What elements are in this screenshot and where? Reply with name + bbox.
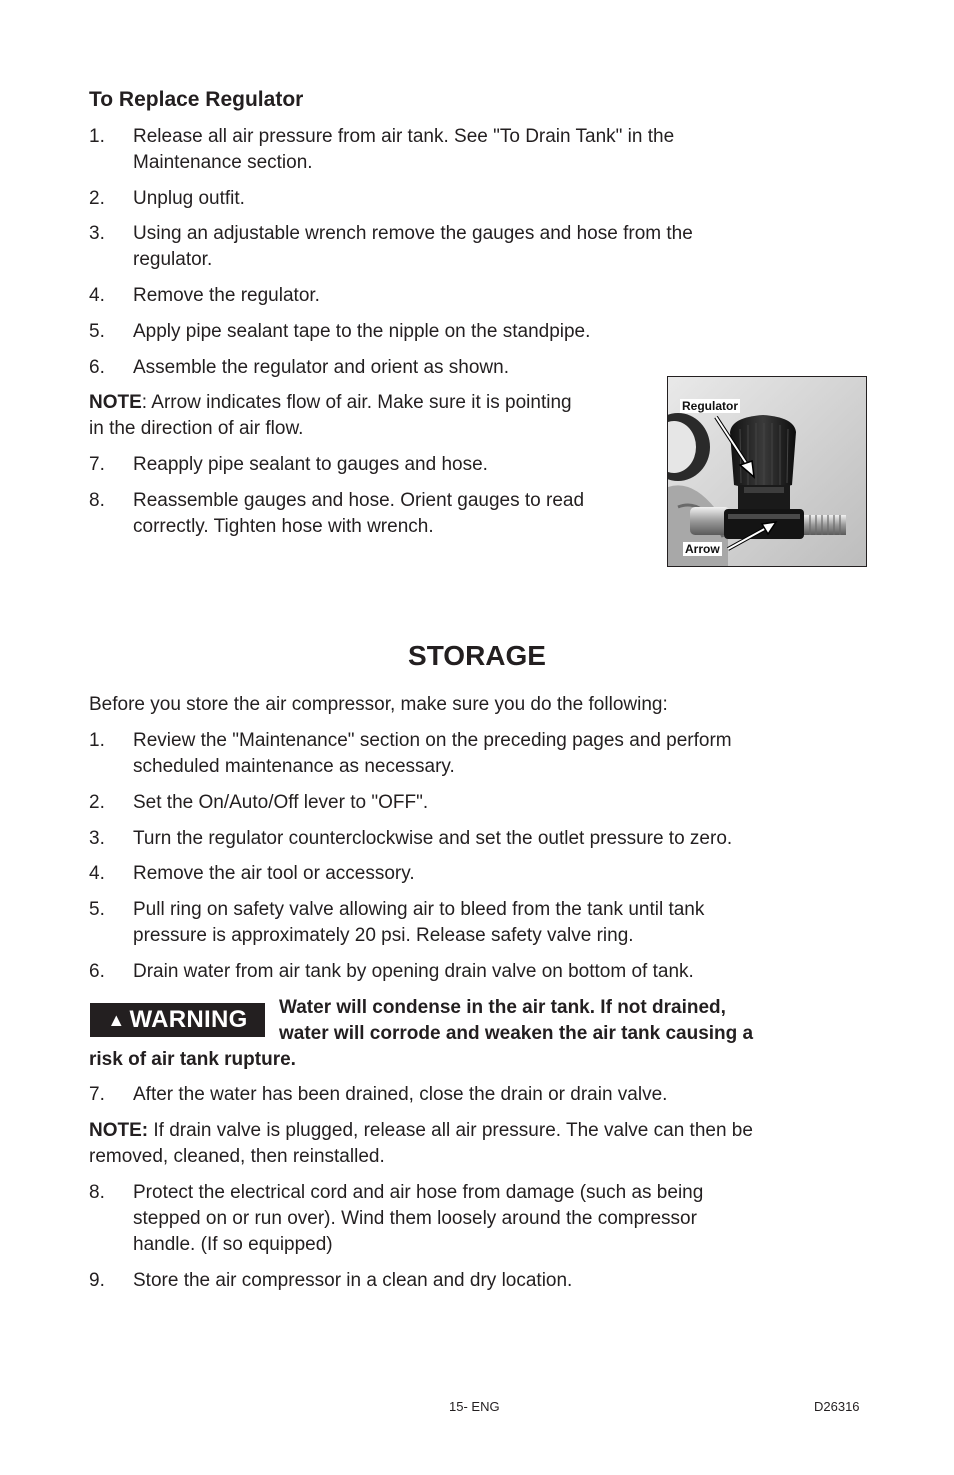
figure-label-regulator: Regulator xyxy=(682,399,739,413)
step-number: 8. xyxy=(89,490,105,511)
page-number: 15- ENG xyxy=(449,1399,500,1414)
step-number: 7. xyxy=(89,1084,105,1105)
step-number: 5. xyxy=(89,899,105,920)
step-number: 1. xyxy=(89,730,105,751)
step-number: 4. xyxy=(89,863,105,884)
step-number: 2. xyxy=(89,792,105,813)
note-paragraph: NOTE: Arrow indicates flow of air. Make sure it is pointing in the direction of air flow. xyxy=(89,392,572,439)
step-number: 3. xyxy=(89,223,105,244)
step-number: 7. xyxy=(89,454,105,475)
warning-text-continued: risk of air tank rupture. xyxy=(89,1049,296,1070)
section-heading: To Replace Regulator xyxy=(89,88,304,111)
warning-badge xyxy=(90,1003,265,1037)
step-text: Review the "Maintenance" section on the preceding pages and perform scheduled maintenance as necessary. xyxy=(133,730,732,777)
step-number: 4. xyxy=(89,285,105,306)
step-number: 6. xyxy=(89,357,105,378)
warning-text: Water will condense in the air tank. If not drained, water will corrode and weaken the air tank causing a xyxy=(279,997,754,1044)
note-label: NOTE xyxy=(89,392,142,413)
warning-label: WARNING xyxy=(129,1006,248,1033)
step-text: Store the air compressor in a clean and dry location. xyxy=(133,1270,573,1291)
step-text: Remove the air tool or accessory. xyxy=(133,863,415,884)
regulator-photo xyxy=(667,376,867,567)
document-code: D26316 xyxy=(814,1399,860,1414)
warning-triangle-icon: ▲ xyxy=(107,1009,126,1030)
step-text: Release all air pressure from air tank. See "To Drain Tank" in the Maintenance section. xyxy=(133,126,675,173)
step-number: 8. xyxy=(89,1182,105,1203)
step-number: 2. xyxy=(89,188,105,209)
step-number: 3. xyxy=(89,828,105,849)
step-number: 9. xyxy=(89,1270,105,1291)
step-text: Protect the electrical cord and air hose from damage (such as being stepped on or run over). Wind them loosely around the compressor handle. (If so equipped) xyxy=(133,1182,704,1255)
step-text: Turn the regulator counterclockwise and set the outlet pressure to zero. xyxy=(133,828,733,849)
step-text: Reapply pipe sealant to gauges and hose. xyxy=(133,454,488,475)
step-text: Apply pipe sealant tape to the nipple on the standpipe. xyxy=(133,321,591,342)
step-text: Assemble the regulator and orient as shown. xyxy=(133,357,509,378)
note-paragraph: NOTE: If drain valve is plugged, release all air pressure. The valve can then be removed, cleaned, then reinstalled. xyxy=(89,1120,753,1167)
step-text: Set the On/Auto/Off lever to "OFF". xyxy=(133,792,429,813)
step-text: Drain water from air tank by opening drain valve on bottom of tank. xyxy=(133,961,694,982)
intro-paragraph: Before you store the air compressor, make sure you do the following: xyxy=(89,694,668,715)
page-title: STORAGE xyxy=(408,640,546,671)
step-number: 6. xyxy=(89,961,105,982)
step-number: 1. xyxy=(89,126,105,147)
note-label: NOTE: xyxy=(89,1120,149,1141)
step-text: Using an adjustable wrench remove the gauges and hose from the regulator. xyxy=(133,223,693,270)
step-text: Reassemble gauges and hose. Orient gauges to read correctly. Tighten hose with wrench. xyxy=(133,490,585,537)
step-text: Pull ring on safety valve allowing air to bleed from the tank until tank pressure is approximately 20 psi. Release safety valve ring. xyxy=(133,899,705,946)
step-number: 5. xyxy=(89,321,105,342)
step-text: After the water has been drained, close the drain or drain valve. xyxy=(133,1084,668,1105)
step-text: Unplug outfit. xyxy=(133,188,245,209)
step-text: Remove the regulator. xyxy=(133,285,320,306)
figure-label-arrow: Arrow xyxy=(685,542,720,556)
